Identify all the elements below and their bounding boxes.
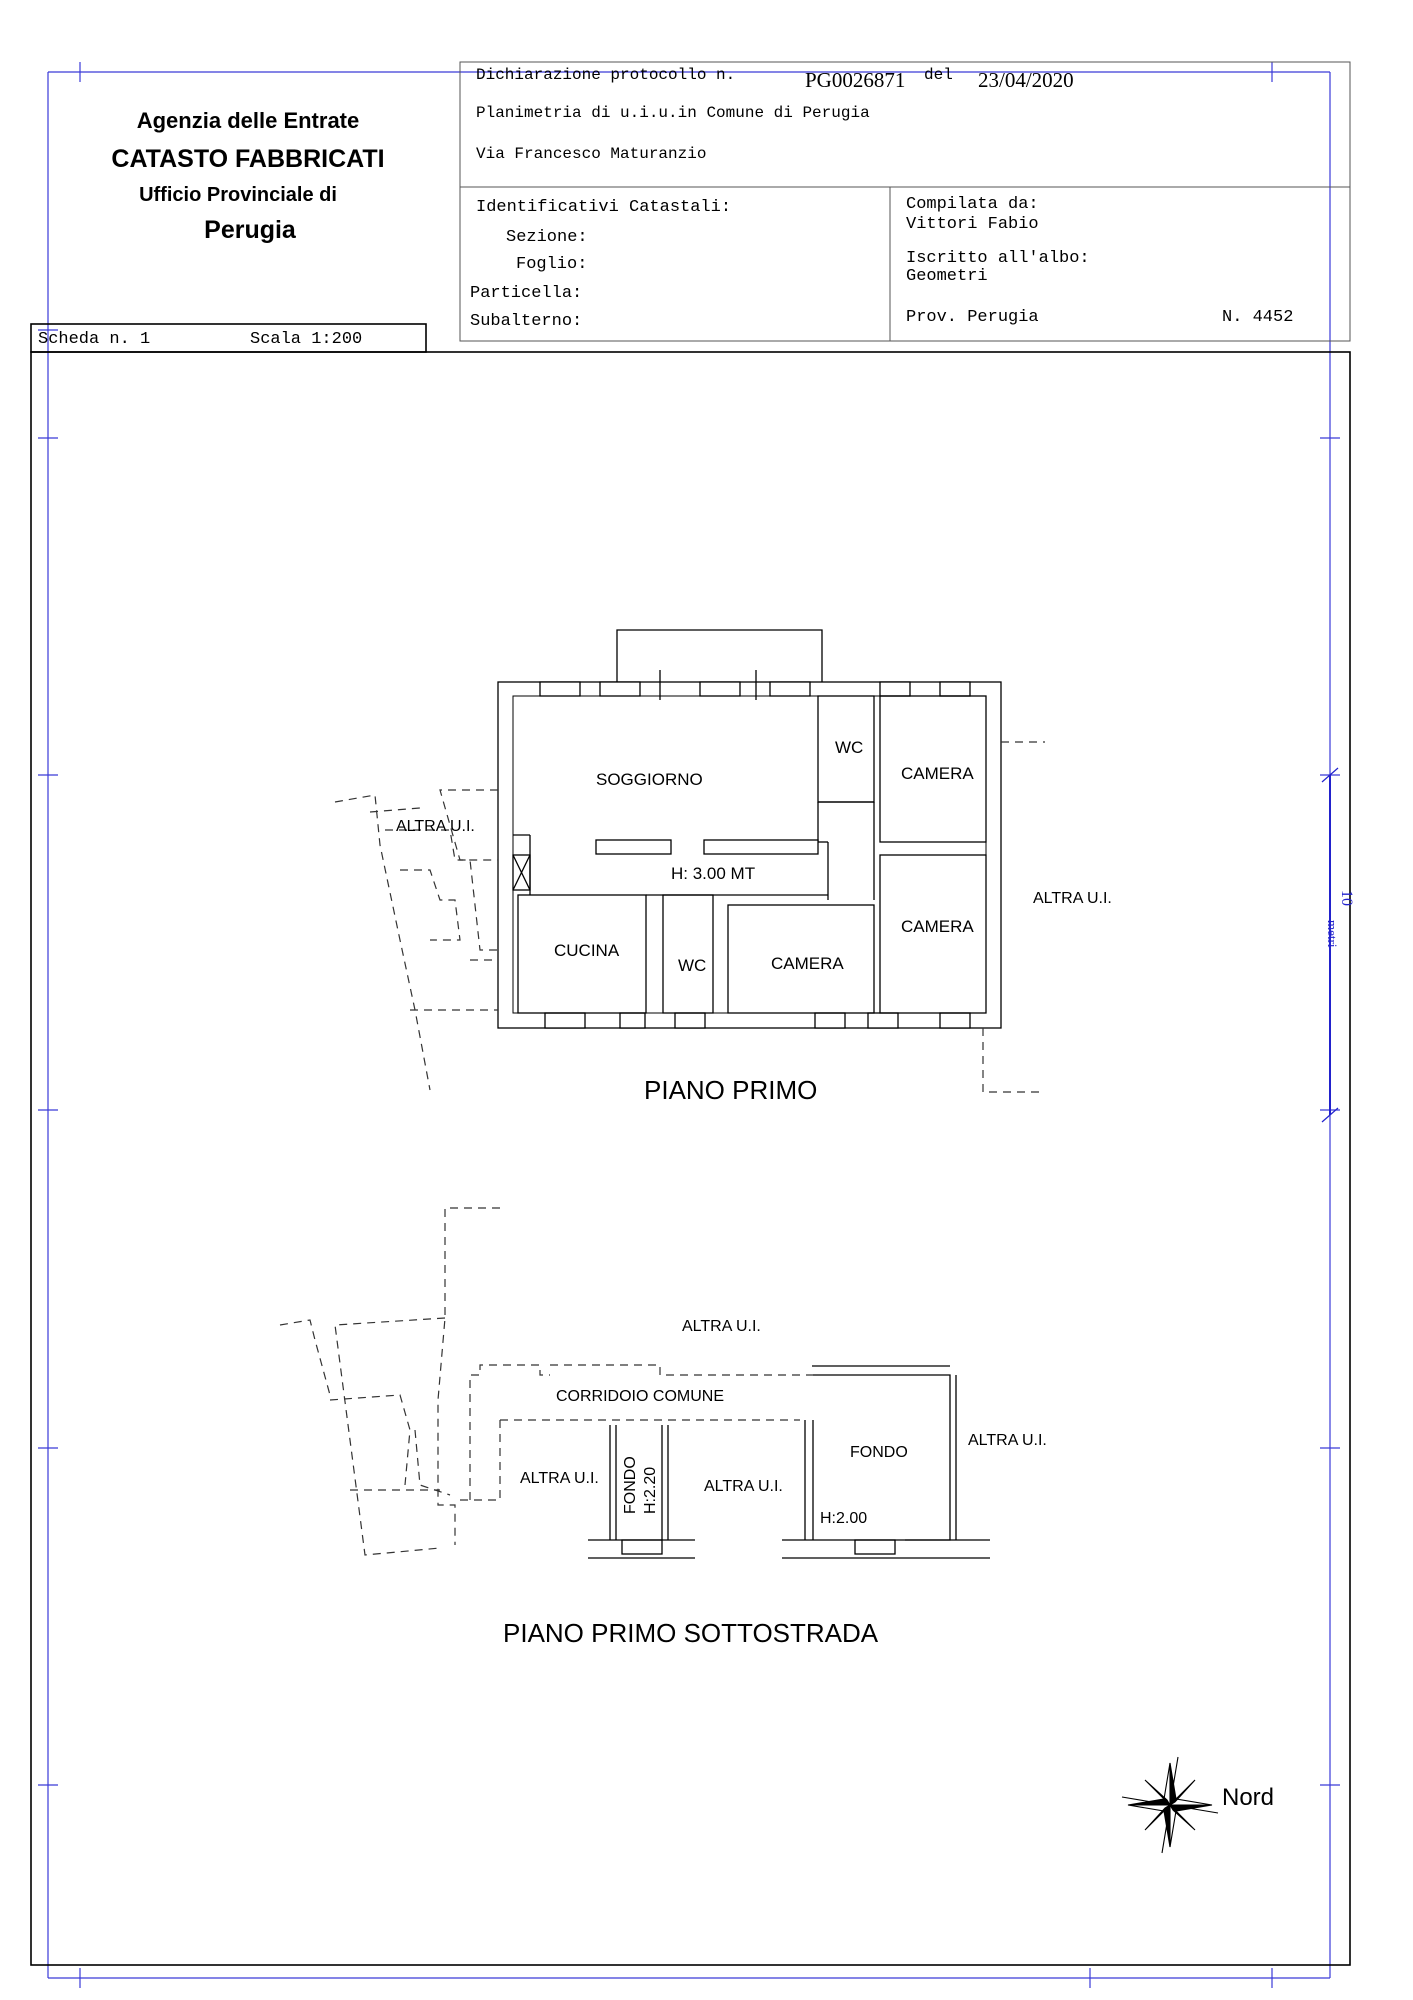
protocol-number: PG0026871 bbox=[805, 68, 906, 92]
scale-bar-value: 10 bbox=[1338, 890, 1355, 906]
compass-north-label: Nord bbox=[1222, 1784, 1275, 1811]
sezione-label: Sezione: bbox=[506, 228, 588, 247]
scheda-number: Scheda n. 1 bbox=[38, 330, 151, 349]
altra-ui-top-sottostrada: ALTRA U.I. bbox=[682, 1318, 761, 1335]
room-cucina: CUCINA bbox=[554, 941, 620, 960]
scale-label: Scala 1:200 bbox=[250, 330, 363, 349]
piano-primo-title: PIANO PRIMO bbox=[644, 1075, 818, 1105]
room-camera-bottom: CAMERA bbox=[771, 954, 844, 973]
subalterno-label: Subalterno: bbox=[470, 312, 583, 331]
planimetria-label: Planimetria di u.i.u.in Comune di Perugia bbox=[476, 104, 870, 122]
room-soggiorno: SOGGIORNO bbox=[596, 770, 703, 789]
room-wc-top: WC bbox=[835, 738, 864, 757]
room-camera-right: CAMERA bbox=[901, 917, 974, 936]
fondo-height: H:2.00 bbox=[820, 1510, 868, 1527]
piano-sottostrada-title: PIANO PRIMO SOTTOSTRADA bbox=[503, 1618, 879, 1648]
date-label: del bbox=[924, 66, 953, 84]
altra-ui-right-sottostrada: ALTRA U.I. bbox=[968, 1432, 1047, 1449]
albo-label: Iscritto all'albo: bbox=[906, 249, 1090, 268]
room-wc-bottom: WC bbox=[678, 956, 707, 975]
office-label: Ufficio Provinciale di bbox=[139, 184, 337, 206]
altra-ui-mid-sottostrada: ALTRA U.I. bbox=[704, 1478, 783, 1495]
altra-ui-left-primo: ALTRA U.I. bbox=[396, 818, 475, 835]
compass-rose-icon bbox=[1120, 1755, 1220, 1855]
compiler-name: Vittori Fabio bbox=[906, 215, 1039, 234]
particella-label: Particella: bbox=[470, 284, 583, 303]
corridoio-comune: CORRIDOIO COMUNE bbox=[556, 1388, 724, 1405]
identifiers-title: Identificativi Catastali: bbox=[476, 198, 732, 217]
office-city: Perugia bbox=[204, 216, 296, 244]
foglio-label: Foglio: bbox=[516, 255, 588, 274]
compiler-label: Compilata da: bbox=[906, 195, 1039, 214]
fondo-small-label: FONDO bbox=[622, 1456, 639, 1514]
altra-ui-left-sottostrada: ALTRA U.I. bbox=[520, 1470, 599, 1487]
fondo-small-height: H:2.20 bbox=[642, 1466, 659, 1514]
address: Via Francesco Maturanzio bbox=[476, 145, 707, 163]
altra-ui-right-primo: ALTRA U.I. bbox=[1033, 890, 1112, 907]
province: Prov. Perugia bbox=[906, 308, 1039, 327]
room-fondo: FONDO bbox=[850, 1444, 908, 1461]
agency-name: Agenzia delle Entrate bbox=[136, 108, 360, 133]
scale-bar-unit: metri bbox=[1325, 920, 1340, 948]
albo-value: Geometri bbox=[906, 267, 988, 286]
protocol-label: Dichiarazione protocollo n. bbox=[476, 66, 736, 84]
registration-number: N. 4452 bbox=[1222, 308, 1294, 327]
catasto-title: CATASTO FABBRICATI bbox=[111, 145, 385, 173]
protocol-date: 23/04/2020 bbox=[978, 68, 1074, 92]
ceiling-height: H: 3.00 MT bbox=[671, 864, 756, 883]
room-camera-top: CAMERA bbox=[901, 764, 974, 783]
